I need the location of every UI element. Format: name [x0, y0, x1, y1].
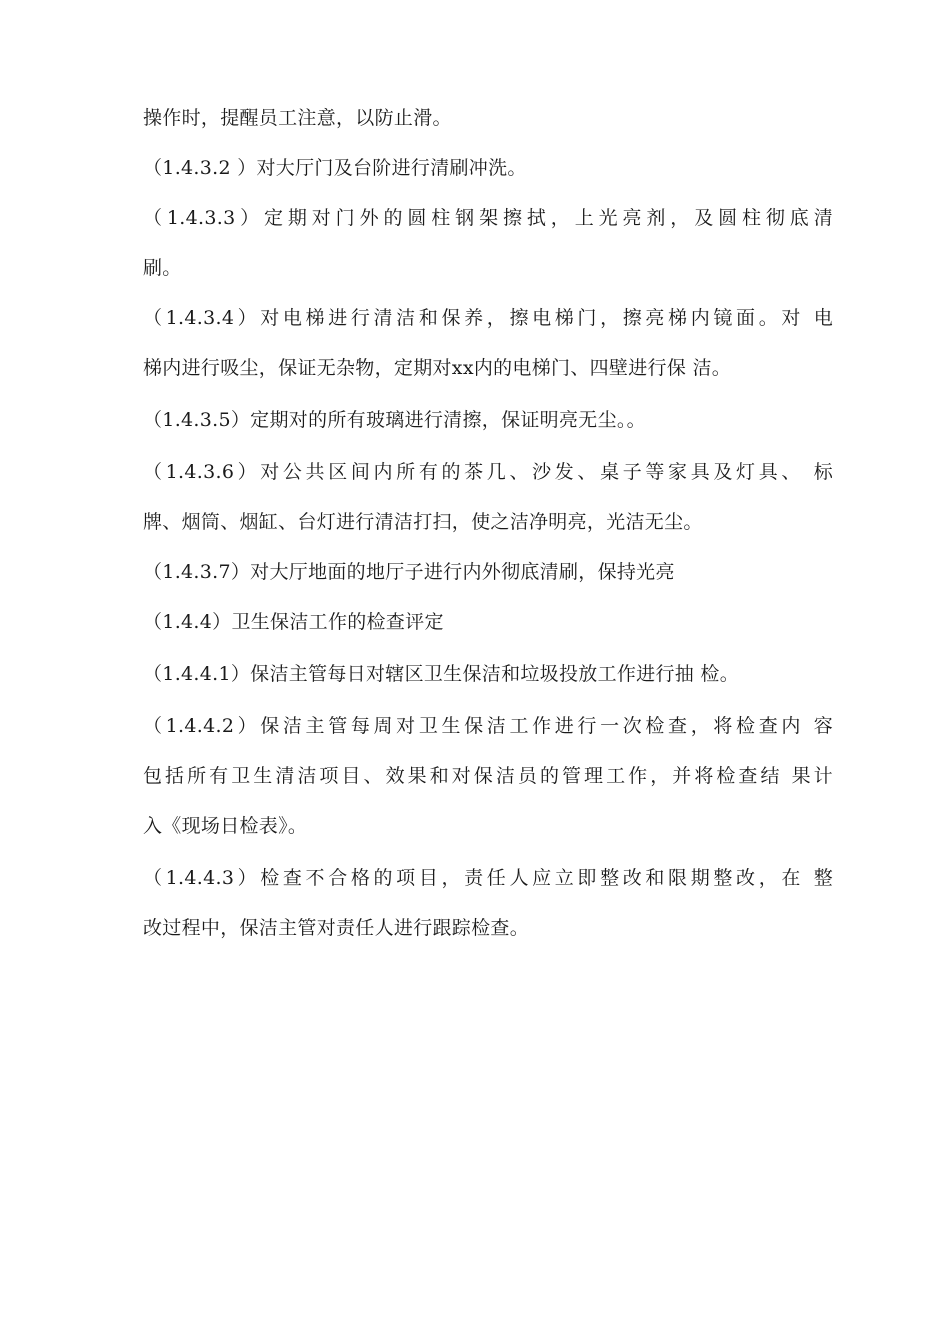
- text-line-6: 梯内进行吸尘，保证无杂物，定期对xx内的电梯门、四壁进行保 洁。: [143, 357, 732, 379]
- text-line-8: （1.4.3.6）对公共区间内所有的茶几、沙发、桌子等家具及灯具、 标: [143, 461, 833, 483]
- text-line-1: 操作时，提醒员工注意，以防止滑。: [143, 107, 452, 129]
- text-line-14: 包括所有卫生清洁项目、效果和对保洁员的管理工作，并将检查结 果计: [143, 765, 833, 787]
- text-line-13: （1.4.4.2）保洁主管每周对卫生保洁工作进行一次检查，将检查内 容: [143, 715, 833, 737]
- text-line-10: （1.4.3.7）对大厅地面的地厅子进行内外彻底清刷，保持光亮: [143, 561, 675, 583]
- text-line-15: 入《现场日检表》。: [143, 815, 308, 837]
- text-line-17: 改过程中，保洁主管对责任人进行跟踪检查。: [143, 917, 530, 939]
- text-line-2: （1.4.3.2 ）对大厅门及台阶进行清刷冲洗。: [143, 157, 527, 179]
- text-line-7: （1.4.3.5）定期对的所有玻璃进行清擦，保证明亮无尘。。: [143, 409, 646, 431]
- text-line-5: （1.4.3.4）对电梯进行清洁和保养，擦电梯门，擦亮梯内镜面。对 电: [143, 307, 833, 329]
- text-line-3: （1.4.3.3）定期对门外的圆柱钢架擦拭，上光亮剂，及圆柱彻底清: [143, 207, 833, 229]
- text-line-16: （1.4.4.3）检查不合格的项目，责任人应立即整改和限期整改，在 整: [143, 867, 833, 889]
- text-line-4: 刷。: [143, 257, 182, 279]
- text-line-11: （1.4.4）卫生保洁工作的检查评定: [143, 611, 444, 633]
- text-line-9: 牌、烟筒、烟缸、台灯进行清洁打扫，使之洁净明亮，光洁无尘。: [143, 511, 703, 533]
- text-line-12: （1.4.4.1）保洁主管每日对辖区卫生保洁和垃圾投放工作进行抽 检。: [143, 663, 740, 685]
